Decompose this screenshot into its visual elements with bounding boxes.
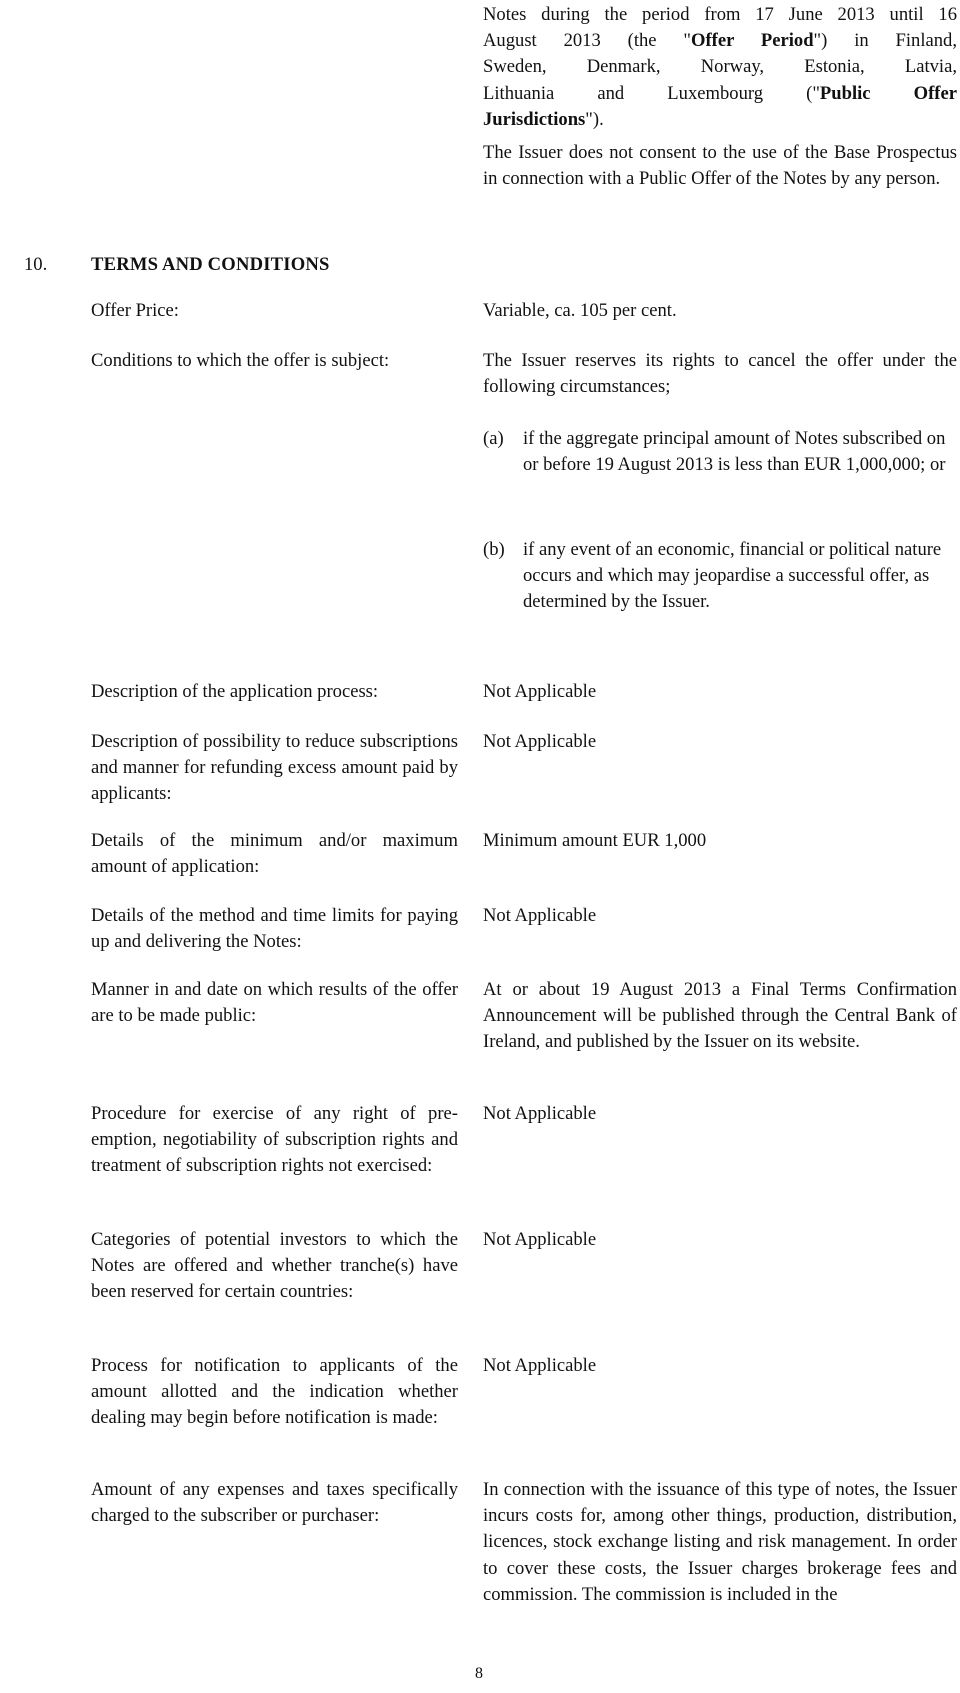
intro-text: "). [585, 108, 604, 130]
intro-text: Sweden, Denmark, Norway, Estonia, Latvia, [483, 56, 957, 78]
section-title: TERMS AND CONDITIONS [91, 254, 330, 275]
conditions-label: Conditions to which the offer is subject: [91, 350, 390, 371]
intro-line [483, 81, 957, 107]
intro-line [483, 54, 957, 80]
conditions-value: The Issuer reserves its rights to cancel the offer under the following circumstances; [483, 350, 957, 398]
intro-line [483, 2, 957, 28]
application-process-value: Not Applicable [483, 681, 597, 702]
pre-emption-value: Not Applicable [483, 1103, 597, 1124]
condition-item-b-marker: (b) [483, 539, 505, 560]
application-process-label: Description of the application process: [91, 681, 379, 702]
page-number: 8 [475, 1665, 483, 1682]
condition-item-a-marker: (a) [483, 428, 504, 449]
expenses-taxes-label: Amount of any expenses and taxes specifically charged to the subscriber or purchaser: [91, 1479, 458, 1527]
min-max-amount-label: Details of the minimum and/or maximum amount of application: [91, 830, 458, 878]
results-public-label: Manner in and date on which results of the offer are to be made public: [91, 979, 458, 1027]
paying-delivering-value: Not Applicable [483, 905, 597, 926]
consent-paragraph: The Issuer does not consent to the use of the Base Prospectus in connection with a Public Offer of the Notes by any person. [483, 142, 957, 190]
notification-process-value: Not Applicable [483, 1355, 597, 1376]
offer-price-value: Variable, ca. 105 per cent. [483, 300, 677, 321]
intro-line [483, 107, 957, 133]
investor-categories-value: Not Applicable [483, 1229, 597, 1250]
results-public-value: At or about 19 August 2013 a Final Terms Confirmation Announcement will be published through the Central Bank of Ireland, and published by the Issuer on its website. [483, 979, 957, 1053]
reduce-subscriptions-label: Description of possibility to reduce subscriptions and manner for refunding excess amount paid by applicants: [91, 731, 458, 805]
defined-term: Offer Period [691, 30, 814, 52]
pre-emption-label: Procedure for exercise of any right of pre-emption, negotiability of subscription rights and treatment of subscription rights not exercised: [91, 1103, 458, 1177]
defined-term: Jurisdictions [483, 108, 586, 130]
min-max-amount-value: Minimum amount EUR 1,000 [483, 830, 707, 851]
intro-line [483, 28, 957, 54]
notification-process-label: Process for notification to applicants of the amount allotted and the indication whether dealing may begin before notification is made: [91, 1355, 458, 1429]
condition-item-b-text: if any event of an economic, financial or political nature occurs and which may jeopardise a successful offer, as determined by the Issuer. [523, 539, 942, 613]
intro-text: August 2013 (the " [483, 30, 691, 52]
intro-text: ") in Finland, [813, 30, 957, 52]
reduce-subscriptions-value: Not Applicable [483, 731, 597, 752]
section-number: 10. [24, 254, 48, 275]
intro-paragraph [483, 2, 957, 133]
condition-item-a-text: if the aggregate principal amount of Notes subscribed on or before 19 August 2013 is less than EUR 1,000,000; or [523, 428, 946, 476]
paying-delivering-label: Details of the method and time limits for paying up and delivering the Notes: [91, 905, 458, 953]
intro-text: Lithuania and Luxembourg (" [483, 82, 820, 104]
defined-term: Public Offer [819, 82, 958, 104]
expenses-taxes-value: In connection with the issuance of this type of notes, the Issuer incurs costs for, among other things, production, distribution, licences, stock exchange listing and risk management. In order to cover these costs, the Issuer charges brokerage fees and commission. The commission is included in the [483, 1479, 957, 1605]
intro-text: Notes during the period from 17 June 2013 until 16 [483, 4, 957, 25]
offer-price-label: Offer Price: [91, 300, 179, 321]
investor-categories-label: Categories of potential investors to which the Notes are offered and whether tranche(s) have been reserved for certain countries: [91, 1229, 458, 1303]
